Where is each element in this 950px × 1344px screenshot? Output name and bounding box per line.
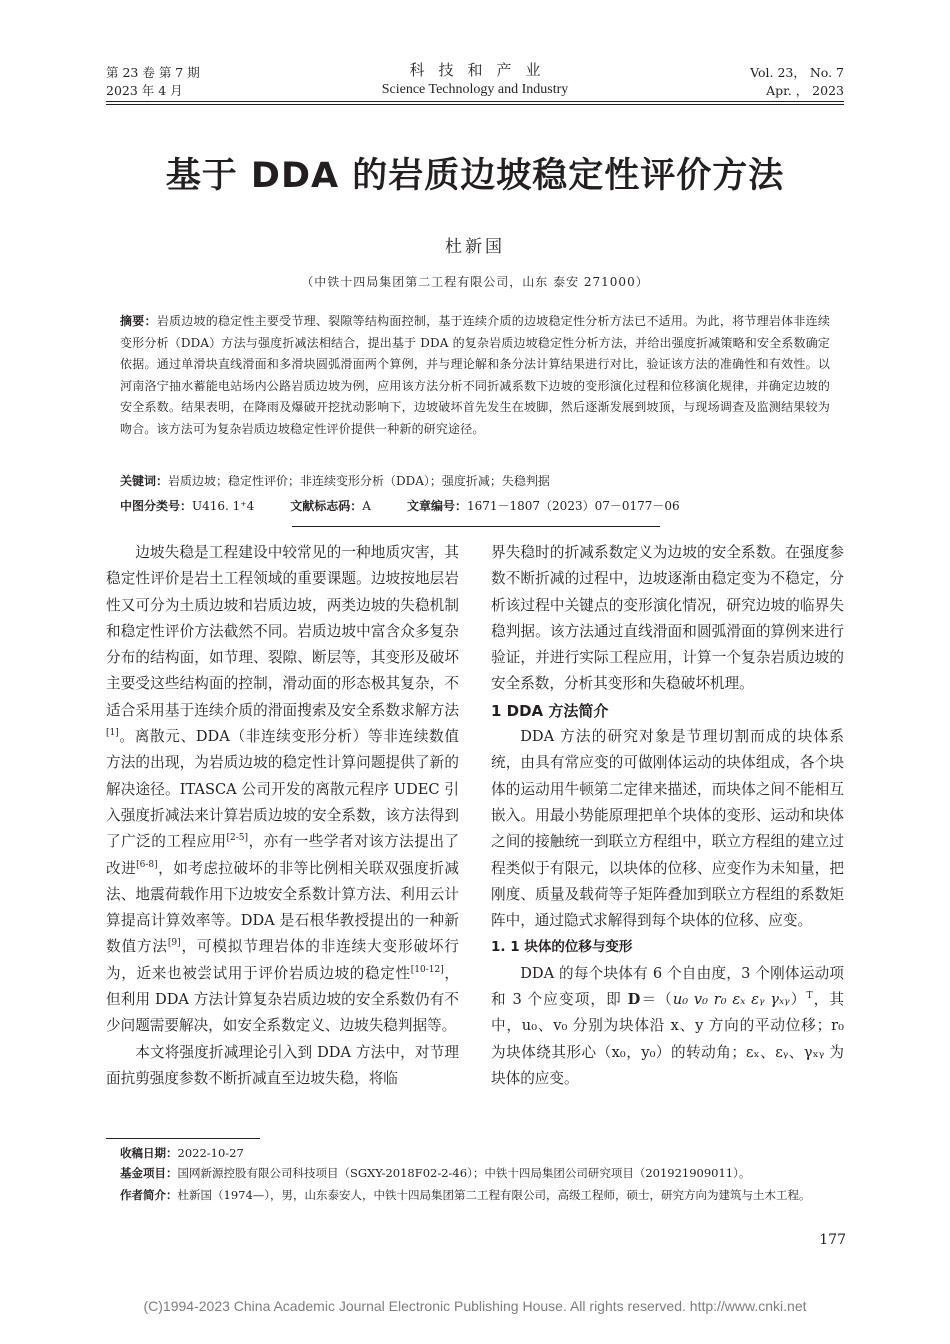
text-run: DDA 的每个块体有 6 个自由度，3 个刚体运动项和 3 个应变项，即	[491, 964, 844, 1009]
abstract-rule	[292, 526, 660, 527]
paragraph-this-paper: 本文将强度折减理论引入到 DDA 方法中，对节理面抗剪强度参数不断折减直至边坡失稳，将临	[106, 1043, 459, 1087]
copyright-watermark: (C)1994-2023 China Academic Journal Electronic Publishing House. All rights reserved. http://www.cnki.net	[143, 1298, 807, 1314]
header-rule	[106, 101, 844, 102]
paragraph-block-displacement	[491, 961, 844, 1092]
page-number: 177	[819, 1232, 846, 1248]
bio-label: 作者简介：	[120, 1188, 178, 1202]
text-run: ，其中，u₀、v₀ 分别为块体沿 x、y 方向的平动位移；r₀ 为块体绕其形心（x₀，y₀）的转动角；εₓ、εᵧ、γₓᵧ 为块体的应变。	[491, 991, 844, 1087]
text-run: ，亦有一些学者对该方法提出了改进	[106, 833, 459, 877]
footnote-rule	[106, 1138, 260, 1139]
abstract-text: 岩质边坡的稳定性主要受节理、裂隙等结构面控制，基于连续介质的边坡稳定性分析方法已不适用。为此，将节理岩体非连续变形分析（DDA）方法与强度折减法相结合，提出基于 DDA 的复杂岩质边坡稳定性分析方法，并给出强度折减策略和安全系数确定依据。通过单滑块直线滑面和多滑块圆弧滑面两个算例，并与理论解和条分法计算结果进行对比，验证该方法的准确性和有效性。以河南洛宁抽水蓄能电站场内公路岩质边坡为例，应用该方法分析不同折减系数下边坡的变形演化过程和位移演化规律，并确定边坡的安全系数。结果表明，在降雨及爆破开挖扰动影响下，边坡破坏首先发生在坡脚，然后逐渐发展到坡顶，与现场调查及监测结果较为吻合。该方法可为复杂岩质边坡稳定性评价提供一种新的研究途径。	[120, 314, 830, 436]
text-run: 边坡失稳是工程建设中较常见的一种地质灾害，其稳定性评价是岩土工程领域的重要课题。边坡按地层岩性又可分为土质边坡和岩质边坡，两类边坡的失稳机制和稳定性评价方法截然不同。岩质边坡中富含众多复杂分布的结构面，如节理、裂隙、断层等，其变形及破坏主要受这些结构面的控制，滑动面的形态极其复杂，不适合采用基于连续介质的滑面搜索及安全系数求解方法	[106, 544, 459, 719]
month-year-line: Apr. ， 2023	[766, 83, 844, 98]
keywords-text: 岩质边坡；稳定性评价；非连续变形分析（DDA）；强度折减；失稳判据	[168, 474, 550, 488]
clc-label: 中图分类号：	[120, 499, 193, 513]
paren-close: ）	[789, 991, 807, 1009]
received-label: 收稿日期：	[120, 1146, 178, 1160]
author-affiliation: （中铁十四局集团第二工程有限公司，山东 泰安 271000）	[301, 275, 649, 289]
paragraph-dda-intro: DDA 方法的研究对象是节理切割而成的块体系统，由具有常应变的可做刚体运动的块体组成，各个块体的运动用牛顿第二定律来描述，而块体之间不能相互嵌入。用最小势能原理把单个块体的变形、运动和块体之间的接触统一到联立方程组中，联立方程组的建立过程类似于有限元，以块体的位移、应变作为未知量，把刚度、质量及载荷等子矩阵叠加到联立方程组的系数矩阵中，通过隐式求解得到每个块体的位移、应变。	[491, 728, 844, 930]
author-name: 杜新国	[445, 237, 505, 257]
doc-code-label: 文献标志码：	[290, 499, 363, 513]
body-column-right	[491, 540, 844, 1092]
doc-code-value: A	[362, 499, 371, 513]
footnote-author-bio	[120, 1186, 844, 1205]
footnote-fund	[120, 1164, 844, 1183]
bio-text: 杜新国（1974—），男，山东泰安人，中铁十四局集团第二工程有限公司，高级工程师，硕士，研究方向为建筑与土木工程。	[177, 1188, 811, 1202]
vector-components: u₀ v₀ r₀ εₓ εᵧ γₓᵧ	[672, 991, 790, 1009]
transpose-mark: T	[806, 991, 813, 1002]
paragraph-this-paper-continued: 界失稳时的折减系数定义为边坡的安全系数。在强度参数不断折减的过程中，边坡逐渐由稳定变为不稳定，分析该过程中关键点的变形演化情况，研究边坡的临界失稳判据。该方法通过直线滑面和圆弧滑面的算例来进行验证，并进行实际工程应用，计算一个复杂岩质边坡的安全系数，分析其变形和失稳破坏机理。	[491, 544, 844, 693]
text-run: ，可模拟节理岩体的非连续大变形破坏行为，近来也被尝试用于评价岩质边坡的稳定性	[106, 938, 459, 982]
vector-symbol-D: D	[627, 991, 641, 1009]
journal-vol-en	[750, 64, 844, 100]
citation[interactable]: [6-8]	[136, 859, 158, 870]
citation[interactable]: [1]	[106, 728, 119, 739]
citation[interactable]: [9]	[167, 938, 181, 949]
article-no-label: 文章编号：	[406, 499, 467, 513]
journal-name-en: Science Technology and Industry	[381, 82, 569, 97]
text-run: ，但利用 DDA 方法计算复杂岩质边坡的安全系数仍有不少问题需要解决，如安全系数定义、边坡失稳判据等。	[106, 964, 459, 1035]
section-heading-1: 1 DDA 方法简介	[491, 701, 609, 720]
date-line: 2023 年 4 月	[106, 83, 183, 98]
subsection-heading-1-1: 1. 1 块体的位移与变形	[491, 939, 633, 956]
volume-issue-line: 第 23 卷 第 7 期	[106, 65, 200, 80]
abstract-label: 摘要：	[120, 314, 157, 328]
text-run: 。离散元、DDA（非连续变形分析）等非连续数值方法的出现，为岩质边坡的稳定性计算问题提供了新的解决途径。ITASCA 公司开发的离散元程序 UDEC 引入强度折减法来计算岩质边坡的安全系数，该方法得到了广泛的工程应用	[106, 728, 459, 851]
equals-sign: ＝（	[640, 991, 673, 1009]
received-date: 2022-10-27	[177, 1146, 244, 1160]
header-rule-secondary	[106, 104, 844, 105]
classification-line	[120, 497, 830, 515]
article-no-value: 1671－1807（2023）07－0177－06	[466, 499, 680, 513]
abstract	[120, 311, 830, 441]
body-column-left	[106, 540, 459, 1092]
citation[interactable]: [2-5]	[226, 833, 249, 844]
vol-no-line: Vol. 23， No. 7	[750, 65, 844, 80]
clc-value: U416. 1⁺4	[192, 499, 255, 513]
paragraph-intro	[106, 540, 459, 1040]
keywords	[120, 472, 830, 490]
keywords-label: 关键词：	[120, 474, 169, 488]
article-title: 基于 DDA 的岩质边坡稳定性评价方法	[165, 156, 785, 196]
citation[interactable]: [10-12]	[410, 964, 444, 975]
journal-name-cn: 科技和产业	[409, 61, 555, 79]
fund-text: 国网新源控股有限公司科技项目（SGXY-2018F02-2-46）；中铁十四局集团公司研究项目（201921909011）。	[177, 1166, 751, 1180]
footnote-received	[120, 1144, 844, 1163]
text-run: ，如考虑拉破坏的非等比例相关联双强度折减法、地震荷载作用下边坡安全系数计算方法、利用云计算提高计算效率等。DDA 是石根华教授提出的一种新数值方法	[106, 859, 459, 956]
fund-label: 基金项目：	[120, 1166, 178, 1180]
